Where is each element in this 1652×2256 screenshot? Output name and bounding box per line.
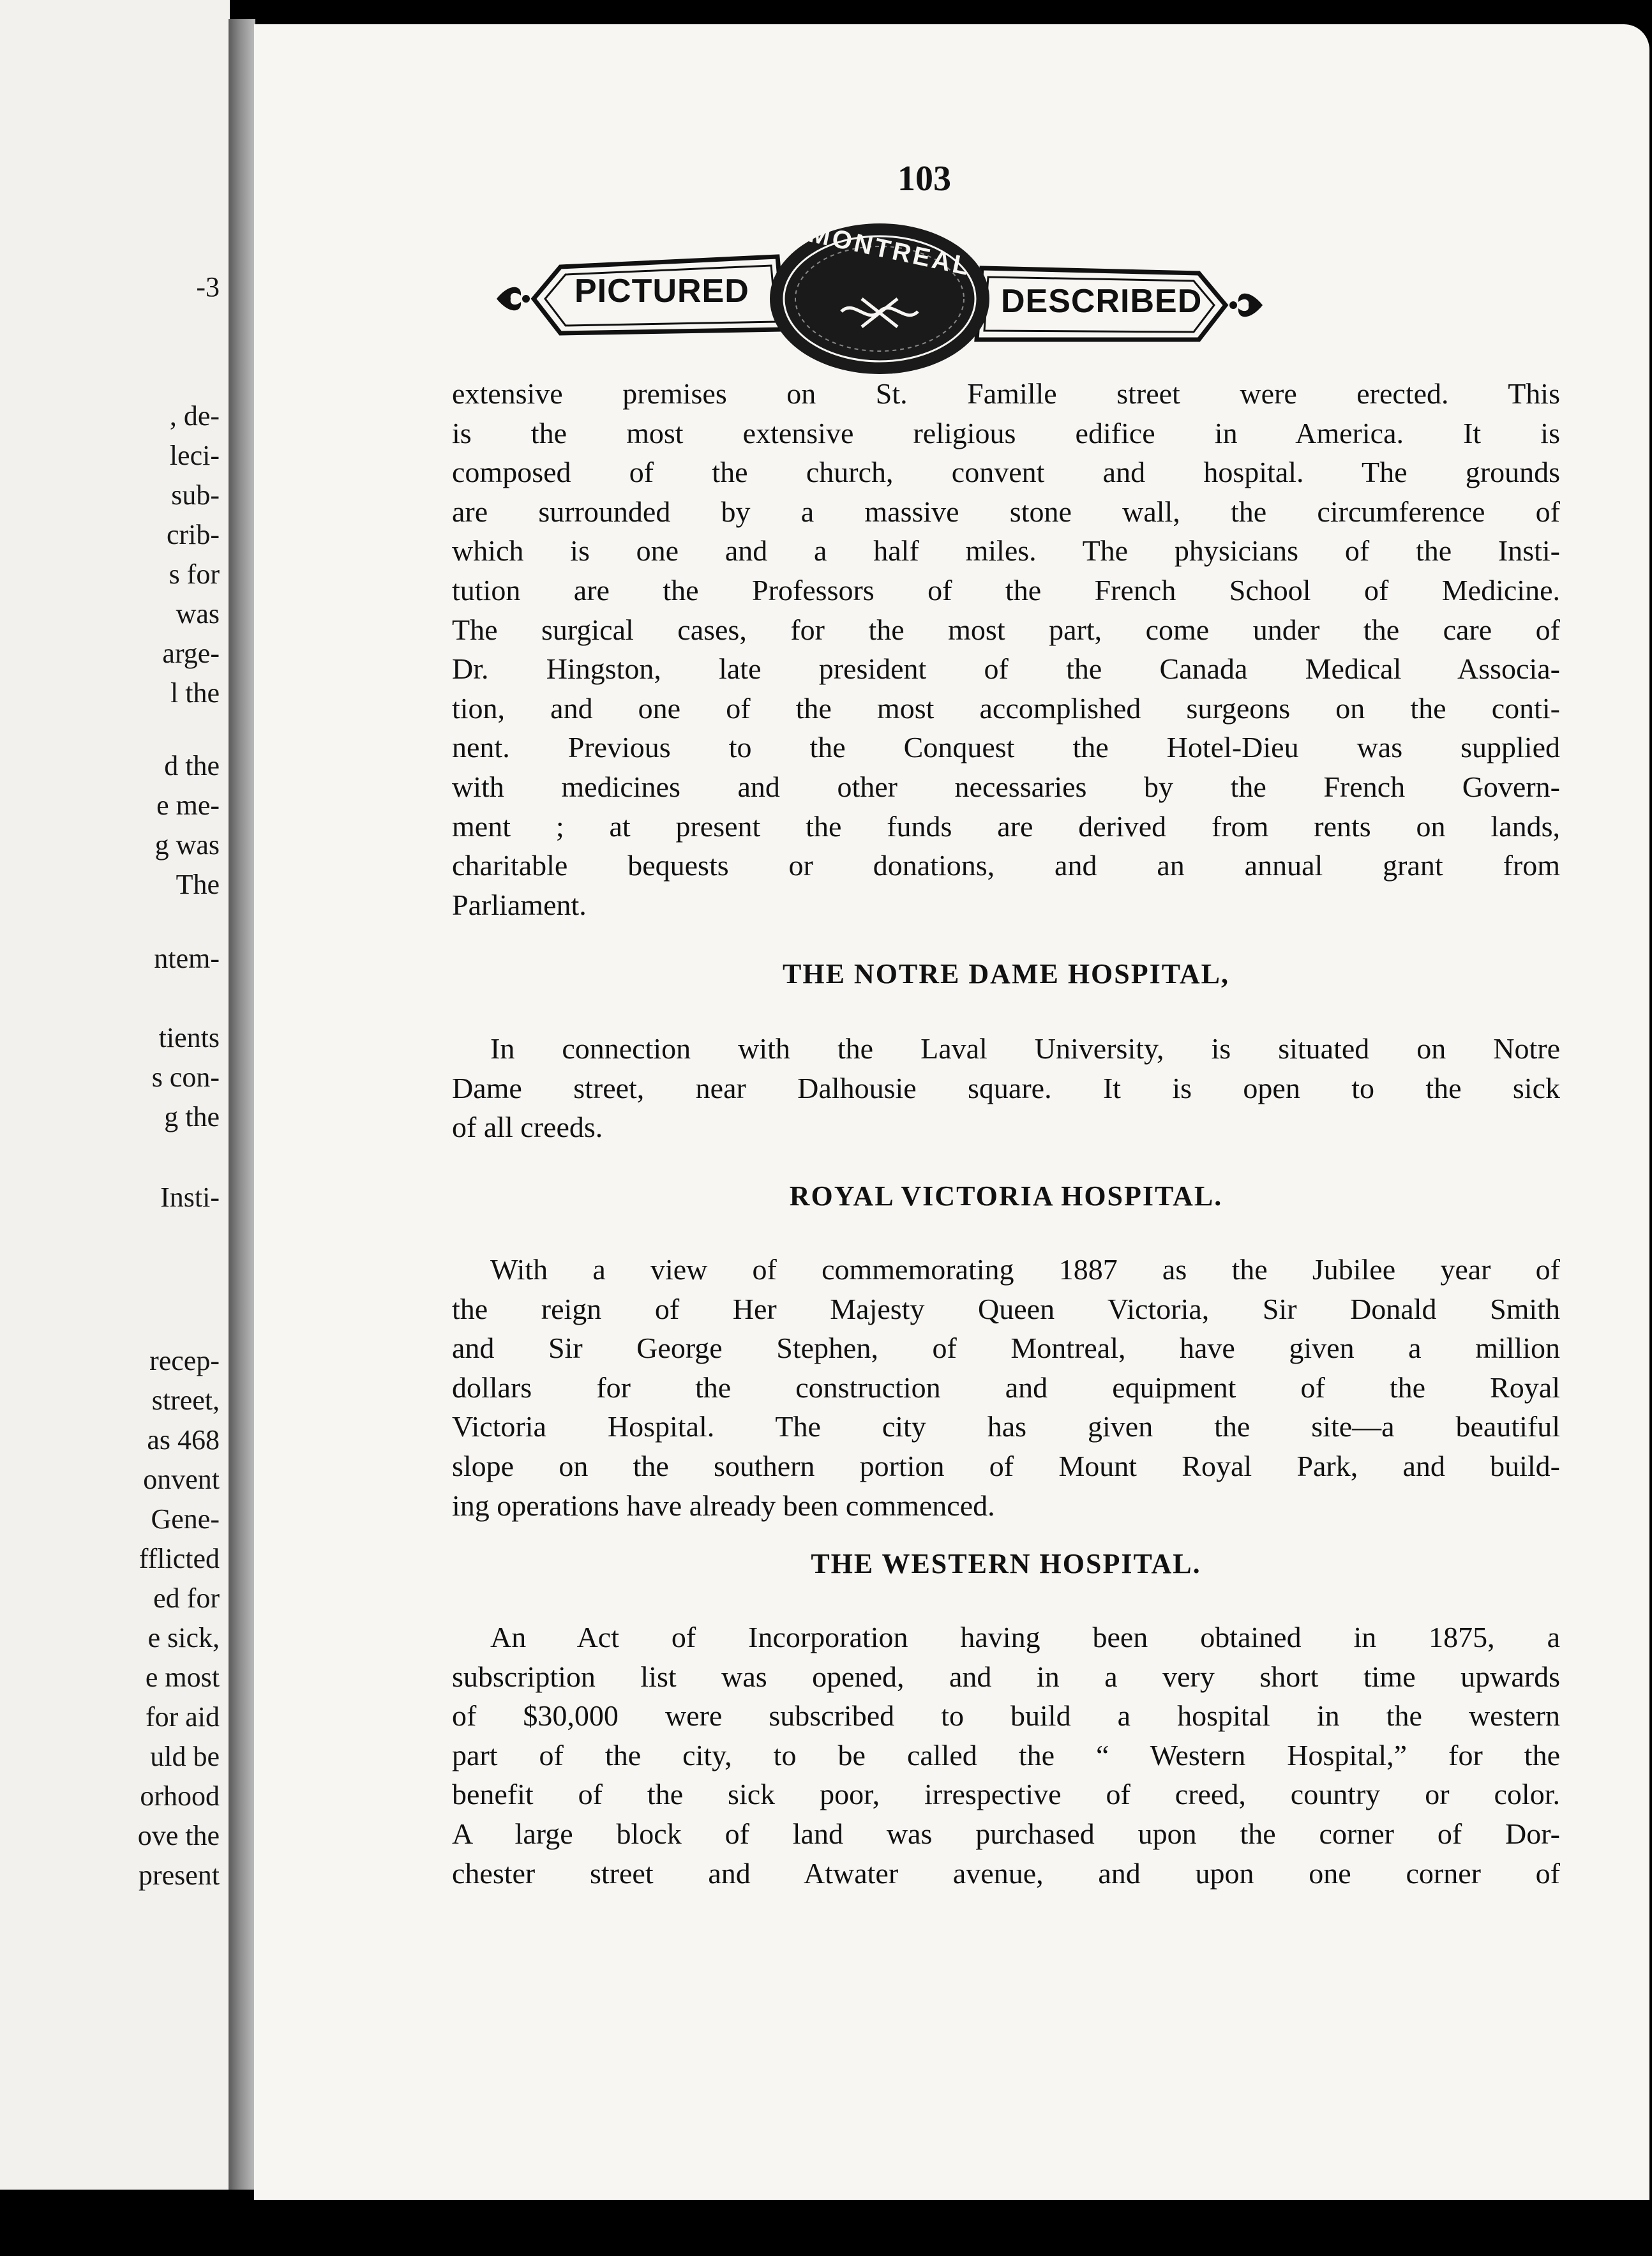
left-page-fragment: e me-	[156, 790, 220, 821]
text-line: With a view of commemorating 1887 as the Jubilee year of	[490, 1253, 1560, 1286]
left-page-fragment: onvent	[143, 1464, 220, 1495]
notre-dame-hospital-paragraph	[452, 1029, 1560, 1147]
left-page-fragment: Insti-	[160, 1182, 220, 1213]
left-page-fragment: e sick,	[147, 1622, 220, 1653]
left-page-fragment: g the	[164, 1101, 220, 1132]
left-page-fragment: as 468	[147, 1424, 220, 1455]
text-line: the reign of Her Majesty Queen Victoria, Sir Donald Smith	[452, 1292, 1560, 1325]
left-page-fragment: s con-	[151, 1062, 220, 1093]
text-line: and Sir George Stephen, of Montreal, have given a million	[452, 1332, 1560, 1365]
left-page-fragment: leci-	[169, 440, 220, 471]
text-line: which is one and a half miles. The physicians of the Insti-	[452, 534, 1560, 568]
left-page-fragment: street,	[151, 1385, 220, 1416]
text-line: dollars for the construction and equipment of the Royal	[452, 1371, 1560, 1404]
royal-victoria-hospital-heading: ROYAL VICTORIA HOSPITAL.	[789, 1180, 1223, 1212]
text-line: Dr. Hingston, late president of the Canada Medical Associa-	[452, 652, 1560, 686]
text-line: The surgical cases, for the most part, come under the care of	[452, 613, 1560, 646]
left-page-fragment: fflicted	[139, 1543, 220, 1574]
left-page-fragment: -3	[196, 271, 220, 303]
text-line: tion, and one of the most accomplished surgeons on the conti-	[452, 691, 1560, 725]
left-page-fragment: present	[138, 1860, 220, 1891]
notre-dame-hospital-heading: THE NOTRE DAME HOSPITAL,	[783, 958, 1229, 989]
left-page-fragment: recep-	[149, 1345, 220, 1376]
left-page-fragment: d the	[164, 750, 220, 781]
left-page-fragment: Gene-	[151, 1503, 220, 1535]
text-line: Parliament.	[452, 888, 587, 921]
right-fleuron-icon	[1229, 294, 1263, 317]
left-page-fragment: was	[176, 598, 220, 629]
left-page-fragment: s for	[169, 559, 220, 590]
text-line: with medicines and other necessaries by the French Govern-	[452, 770, 1560, 803]
left-page-fragment: e most	[145, 1662, 220, 1693]
text-line: Dame street, near Dalhousie square. It is open to the sick	[452, 1071, 1560, 1104]
left-page-fragment: g was	[154, 829, 220, 861]
text-line: of $30,000 were subscribed to build a hospital in the western	[452, 1699, 1560, 1733]
text-line: composed of the church, convent and hospital. The grounds	[452, 456, 1560, 489]
book-binding-shadow	[229, 19, 255, 2190]
western-hospital-paragraph	[452, 1618, 1560, 1893]
text-line: chester street and Atwater avenue, and upon one corner of	[452, 1856, 1560, 1890]
header-banner	[484, 203, 1275, 382]
western-hospital-heading: THE WESTERN HOSPITAL.	[811, 1548, 1201, 1579]
royal-victoria-hospital-paragraph	[452, 1250, 1560, 1525]
text-line: In connection with the Laval University, is situated on Notre	[490, 1032, 1560, 1065]
left-page-fragment: tients	[158, 1022, 220, 1053]
text-line: benefit of the sick poor, irrespective of creed, country or color.	[452, 1778, 1560, 1811]
left-page-fragment: ove the	[137, 1820, 220, 1851]
text-line: extensive premises on St. Famille street were erected. This	[452, 377, 1560, 410]
text-line: Victoria Hospital. The city has given the site—a beautiful	[452, 1410, 1560, 1443]
left-page-fragment: , de-	[169, 400, 220, 432]
text-line: An Act of Incorporation having been obtained in 1875, a	[490, 1621, 1560, 1653]
left-page-fragment: l the	[170, 677, 220, 709]
banner-center-label: MONTREAL	[806, 219, 974, 282]
left-page-fragment: The	[176, 869, 220, 900]
text-line: of all creeds.	[452, 1111, 603, 1144]
left-page-fragment: sub-	[171, 479, 220, 511]
left-page-fragment: arge-	[162, 638, 220, 669]
text-line: ment ; at present the funds are derived from rents on lands,	[452, 809, 1560, 843]
text-line: charitable bequests or donations, and an annual grant from	[452, 849, 1560, 882]
text-line: subscription list was opened, and in a very short time upwards	[452, 1660, 1560, 1693]
right-page	[254, 24, 1649, 2200]
left-page-fragment: orhood	[140, 1780, 220, 1812]
text-line: is the most extensive religious edifice in America. It is	[452, 416, 1560, 449]
text-line: part of the city, to be called the “ Western Hospital,” for the	[452, 1738, 1560, 1771]
hotel-dieu-paragraph	[452, 374, 1560, 924]
page-number: 103	[897, 159, 951, 199]
left-page-fragment: ed for	[153, 1583, 220, 1614]
text-line: tution are the Professors of the French School of Medicine.	[452, 573, 1560, 606]
banner-right-label: DESCRIBED	[1001, 283, 1203, 320]
text-line: A large block of land was purchased upon the corner of Dor-	[452, 1817, 1560, 1850]
text-line: nent. Previous to the Conquest the Hotel-Dieu was supplied	[452, 731, 1560, 764]
text-line: are surrounded by a massive stone wall, the circumference of	[452, 495, 1560, 528]
left-page-fragment: crib-	[166, 519, 220, 550]
left-page-fragment: ntem-	[154, 943, 220, 974]
left-page	[0, 0, 230, 2190]
left-page-fragment: for aid	[145, 1701, 220, 1733]
text-line: slope on the southern portion of Mount Royal Park, and build-	[452, 1449, 1560, 1482]
left-page-fragment: uld be	[150, 1741, 220, 1772]
banner-left-label: PICTURED	[574, 273, 749, 310]
text-line: ing operations have already been commenced.	[452, 1489, 995, 1522]
left-fleuron-icon	[497, 287, 530, 311]
